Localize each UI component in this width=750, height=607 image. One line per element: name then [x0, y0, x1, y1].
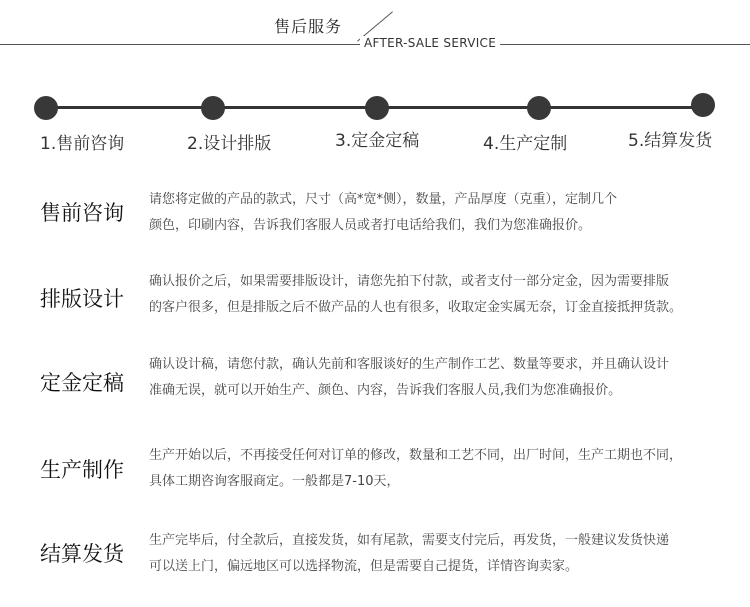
timeline-step-1: 1.售前咨询	[40, 134, 125, 154]
timeline-step-5: 5.结算发货	[628, 131, 713, 151]
section-description	[149, 269, 729, 321]
section-description	[149, 443, 729, 495]
timeline-step-4: 4.生产定制	[483, 134, 568, 154]
timeline-dot-3	[365, 96, 389, 120]
description-line: 具体工期咨询客服商定。一般都是7-10天，	[149, 474, 400, 489]
description-line: 颜色，印刷内容，告诉我们客服人员或者打电话给我们，我们为您准确报价。	[149, 218, 592, 233]
section-title: 排版设计	[40, 287, 124, 311]
description-line: 生产开始以后，不再接受任何对订单的修改，数量和工艺不同，出厂时间，生产工期也不同，	[149, 448, 683, 463]
description-line: 生产完毕后，付全款后，直接发货，如有尾款，需要支付完后，再发货，一般建议发货快递	[149, 533, 670, 548]
timeline-dot-4	[527, 96, 551, 120]
timeline-step-2: 2.设计排版	[187, 134, 272, 154]
section-title: 定金定稿	[40, 371, 124, 395]
section-description	[149, 528, 729, 580]
description-line: 的客户很多，但是排版之后不做产品的人也有很多，收取定金实属无奈，订金直接抵押货款。	[149, 300, 683, 315]
timeline-dot-2	[201, 96, 225, 120]
page-title: 售后服务	[268, 14, 348, 37]
page-subtitle: AFTER-SALE SERVICE	[360, 36, 500, 50]
section-title: 售前咨询	[40, 201, 124, 225]
section-title: 结算发货	[40, 542, 124, 566]
timeline-step-3: 3.定金定稿	[335, 131, 420, 151]
description-line: 请您将定做的产品的款式，尺寸（高*宽*侧），数量，产品厚度（克重），定制几个	[149, 192, 618, 207]
description-line: 确认报价之后，如果需要排版设计，请您先拍下付款，或者支付一部分定金，因为需要排版	[149, 274, 670, 289]
description-line: 准确无误，就可以开始生产、颜色、内容，告诉我们客服人员,我们为您准确报价。	[149, 383, 622, 398]
section-title: 生产制作	[40, 458, 124, 482]
description-line: 确认设计稿，请您付款，确认先前和客服谈好的生产制作工艺、数量等要求，并且确认设计	[149, 357, 670, 372]
section-description	[149, 187, 729, 239]
section-description	[149, 352, 729, 404]
timeline-dot-1	[34, 96, 58, 120]
description-line: 可以送上门，偏远地区可以选择物流，但是需要自己提货，详情咨询卖家。	[149, 559, 579, 574]
timeline-dot-5	[691, 93, 715, 117]
